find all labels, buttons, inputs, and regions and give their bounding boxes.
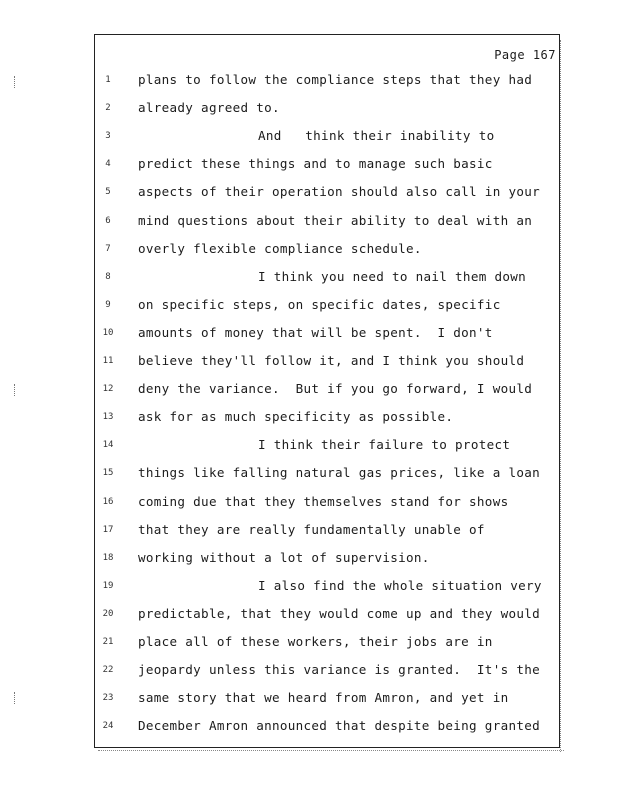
line-number: 16 — [102, 496, 114, 507]
transcript-line — [94, 323, 560, 343]
line-number: 15 — [102, 468, 114, 479]
line-number: 2 — [105, 103, 111, 114]
line-text: amounts of money that will be spent. I don't — [138, 324, 493, 340]
line-number: 6 — [105, 215, 111, 226]
line-number: 8 — [105, 271, 111, 282]
transcript-line — [94, 548, 560, 568]
line-number: 5 — [105, 187, 111, 198]
line-text: aspects of their operation should also call in your — [138, 184, 540, 200]
transcript-line — [94, 604, 560, 624]
transcript-line — [94, 492, 560, 512]
page-number-header: Page 167 — [494, 48, 556, 62]
transcript-line — [94, 211, 560, 231]
line-text: things like falling natural gas prices, like a loan — [138, 465, 540, 481]
line-number: 23 — [102, 693, 114, 704]
transcript-line — [94, 267, 560, 287]
transcript-line — [94, 716, 560, 736]
line-text: already agreed to. — [138, 100, 280, 116]
line-number: 9 — [105, 299, 111, 310]
line-number: 22 — [102, 665, 114, 676]
line-number: 13 — [102, 412, 114, 423]
line-text: believe they'll follow it, and I think you should — [138, 353, 525, 368]
line-text: mind questions about their ability to deal with an — [138, 212, 533, 228]
line-text: predictable, that they would come up and they would — [138, 605, 540, 621]
transcript-line — [94, 520, 560, 540]
line-text: I think their failure to protect — [258, 437, 511, 453]
line-text: that they are really fundamentally unable of — [138, 521, 485, 537]
line-number: 11 — [102, 356, 114, 366]
margin-punch-mark — [14, 384, 17, 396]
line-text: jeopardy unless this variance is granted. It's the — [138, 662, 540, 678]
line-number: 21 — [102, 637, 114, 647]
line-number: 17 — [102, 524, 114, 535]
transcript-line — [94, 126, 560, 146]
transcript-line — [94, 98, 560, 118]
line-number: 19 — [102, 580, 114, 591]
transcript-line — [94, 239, 560, 259]
transcript-line — [94, 576, 560, 596]
transcript-line — [94, 660, 560, 680]
frame-bottom-edge — [98, 750, 564, 753]
transcript-line — [94, 295, 560, 315]
line-text: I think you need to nail them down — [258, 268, 526, 284]
line-number: 3 — [105, 131, 111, 142]
transcript-line — [94, 632, 560, 652]
line-number: 20 — [102, 608, 114, 619]
line-text: And think their inability to — [258, 128, 495, 144]
line-text: same story that we heard from Amron, and yet in — [138, 690, 509, 706]
line-number: 24 — [102, 721, 114, 732]
line-number: 10 — [102, 327, 114, 338]
transcript-line — [94, 70, 560, 90]
transcript-line — [94, 688, 560, 708]
line-text: predict these things and to manage such basic — [138, 156, 493, 172]
transcript-line — [94, 379, 560, 399]
line-text: on specific steps, on specific dates, specific — [138, 296, 501, 312]
line-text: place all of these workers, their jobs are in — [138, 634, 493, 649]
line-text: plans to follow the compliance steps that they had — [138, 72, 533, 87]
line-text: ask for as much specificity as possible. — [138, 409, 454, 425]
line-text: I also find the whole situation very — [258, 577, 542, 593]
transcript-line — [94, 182, 560, 202]
line-number: 12 — [102, 384, 114, 395]
transcript-line — [94, 407, 560, 427]
line-number: 7 — [105, 243, 111, 254]
transcript-line — [94, 351, 560, 371]
transcript-line — [94, 463, 560, 483]
line-number: 14 — [102, 440, 114, 451]
line-number: 18 — [102, 552, 114, 563]
line-text: coming due that they themselves stand for shows — [138, 493, 509, 509]
margin-punch-mark — [14, 692, 17, 704]
line-text: overly flexible compliance schedule. — [138, 240, 422, 256]
line-number: 4 — [105, 159, 111, 170]
line-text: December Amron announced that despite being granted — [138, 718, 540, 734]
line-text: deny the variance. But if you go forward, I would — [138, 381, 533, 397]
transcript-line — [94, 435, 560, 455]
margin-punch-mark — [14, 76, 17, 88]
line-number: 1 — [105, 75, 111, 85]
frame-right-edge — [560, 40, 564, 752]
line-text: working without a lot of supervision. — [138, 549, 430, 565]
transcript-line — [94, 154, 560, 174]
